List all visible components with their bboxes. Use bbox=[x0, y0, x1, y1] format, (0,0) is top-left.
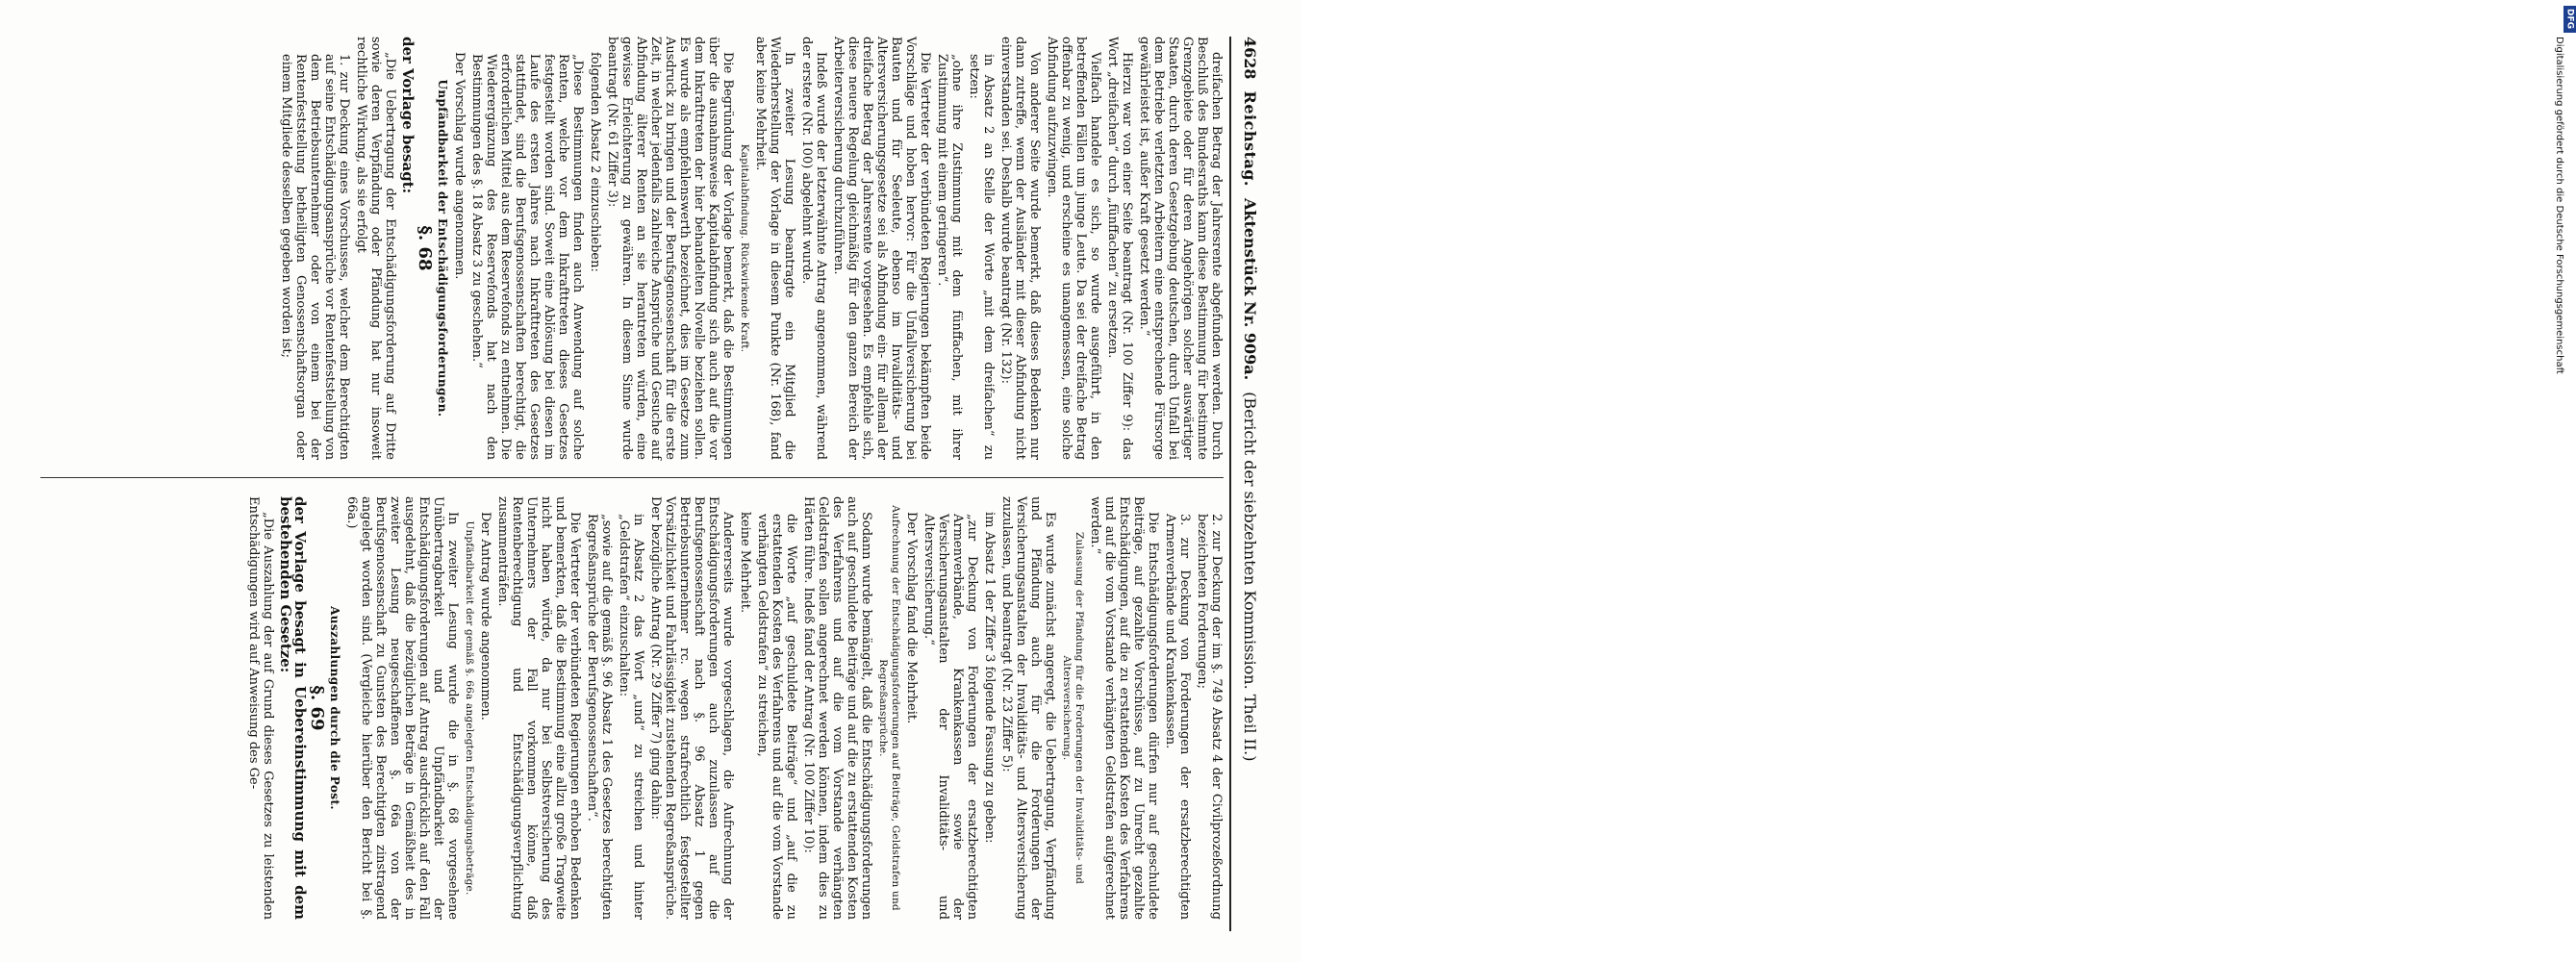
left-quote: „ohne ihre Zustimmung mit dem fünffachen, mit ihrer Zustimmung mit einem geringeren“. bbox=[935, 54, 964, 460]
lead-line-vorlage: der Vorlage besagt: bbox=[399, 37, 417, 194]
page-header bbox=[1233, 37, 1268, 931]
subheading-post: Auszahlungen durch die Post. bbox=[328, 606, 341, 810]
right-paragraph: Die Vertreter der verbündeten Regierungen erhoben Bedenken und bemerkten, daß die Bestimmung eine allzu große Tragweite nicht haben würde, da nur bei Selbstversicherung des Unternehmers der Fall vorkommen könne, daß Rentenberechtigung und Entschädigungsverpflichtung zusammenträfen. bbox=[495, 496, 582, 920]
right-paragraph: keine Mehrheit. bbox=[738, 512, 752, 614]
right-quote: „zur Deckung von Forderungen der ersatzberechtigten Armenverbände, Krankenkassen sowie der Versicherungsanstalten der Invaliditäts- und Altersversicherung.“ bbox=[922, 514, 979, 920]
left-paragraph: dreifachen Betrag der Jahresrente abgefunden werden. Durch Beschluß des Bundesraths kann diese Bestimmung für bestimmte Grenzgebiete oder für deren Angehörigen solcher auswärtiger Staaten, durch deren Gesetzgebung deutschen, durch Unfall bei dem Betriebe verletzten Arbeitern eine entsprechende Fürsorge gewährleistet ist, außer Kraft gesetzt werden.“ bbox=[1137, 37, 1224, 460]
right-paragraph: Die Entschädigungsforderungen dürfen nur auf geschuldete Beiträge, auf gezahlte Vorschüsse, auf zu Unrecht gezahlte Entschädigungen, auf die zu erstattenden Kosten des Verfahrens und auf die vom Vorstande verhängten Geldstrafen aufgerechnet werden.“ bbox=[1088, 496, 1160, 920]
right-paragraph: Andererseits wurde vorgeschlagen, die Aufrechnung der Entschädigungsforderungen auch zuzulassen auf die Berufsgenossenschaft nach §. 96 Absatz 1 gegen Betriebsunternehmer rc. wegen strafrechtlich festgestellter Vorsätzlichkeit und Fahrlässigkeit zustehenden Regreßansprüche. Der bezügliche Antrag (Nr. 29 Ziffer 7) ging dahin: bbox=[648, 496, 735, 920]
column-divider bbox=[40, 477, 1224, 478]
subheading-aufrechnung: Aufrechnung der Entschädigungsforderungen auf Beiträge, Geldstrafen und Regreßansprüche. bbox=[877, 505, 901, 911]
left-quote: 1. zur Deckung eines Vorschusses, welcher dem Berechtigten auf seine Entschädigungsansprüche vor Rentenfeststellung von dem Betriebsunternehmer oder von einem bei der Rentenfeststellung betheiligten Genossenschaftsorgan oder einem Mitgliede desselben gegeben worden ist; bbox=[279, 54, 351, 460]
left-paragraph: „Die Uebertragung der Entschädigungsforderung auf Dritte sowie deren Verpfändung oder Pfändung hat nur insoweit rechtliche Wirkung, als sie erfolgt bbox=[354, 37, 397, 460]
subheading-pfaendung: Zulassung der Pfändung für die Forderungen der Invaliditäts- und Altersversicherung. bbox=[1061, 531, 1085, 885]
left-paragraph: Vielfach handele es sich, so wurde ausgeführt, in den betreffenden Fällen um junge Leute. Da sei der dreifache Betrag offenbar zu wenig, und erscheine es unangemessen, eine solche Abfindung aufzuzwingen. bbox=[1045, 37, 1102, 460]
section-sign-69: §. 69 bbox=[307, 685, 327, 731]
credit-text: Digitalisierung gefördert durch die Deutsche Forschungsgemeinschaft bbox=[2554, 37, 2564, 374]
right-quote: „sowie auf die gemäß §. 96 Absatz 1 des Gesetzes berechtigten Regreßansprüche der Berufsgenossenschaften“. bbox=[585, 514, 614, 920]
left-paragraph: Hierzu war von einer Seite beantragt (Nr. 100 Ziffer 9): das Wort „dreifachen“ durch „fünffachen“ zu ersetzen. bbox=[1105, 37, 1134, 460]
subheading-kapitalabfindung: Kapitalabfindung. Rückwirkende Kraft. bbox=[739, 143, 750, 353]
header-rule bbox=[1229, 37, 1231, 931]
dfg-logo: DFG bbox=[2563, 6, 2576, 33]
rotated-page-content bbox=[17, 37, 1268, 931]
lead-line-vorlage-69: der Vorlage besagt in Uebereinstimmung mit dem bestehenden Gesetze: bbox=[277, 496, 309, 920]
report-title: (Bericht der siebzehnten Kommission. Theil II.) bbox=[1241, 392, 1260, 762]
header-reichstag: Reichstag. bbox=[1241, 90, 1260, 187]
left-paragraph: Indeß wurde der letzterwähnte Antrag angenommen, während der erstere (Nr. 100) abgelehnt wurde. bbox=[799, 37, 828, 460]
left-paragraph: Die Begründung der Vorlage bemerkt, daß die Bestimmungen über die ausnahmsweise Kapitalabfindung sich auch auf die vor dem Inkrafttreten der hier behandelten Novelle beziehen sollen. Es wurde als empfehlenswerth bezeichnet, dies im Gesetze zum Ausdruck zu bringen und der Berufsgenossenschaft für die erste Zeit, in welcher jedenfalls zahlreiche Ansprüche und Gesuche auf Abfindung älterer Renten an sie herantreten würden, eine gewisse Erleichterung zu gewähren. In diesem Sinne wurde beantragt (Nr. 61 Ziffer 3): bbox=[605, 37, 735, 460]
digitization-credit bbox=[1275, 0, 2575, 962]
right-quote: 2. zur Deckung der im §. 749 Absatz 4 der Civilprozeßordnung bezeichneten Forderungen; bbox=[1195, 514, 1224, 920]
subheading-unpfaendbarkeit: Unpfändbarkeit der Entschädigungsforderungen. bbox=[436, 79, 449, 418]
right-paragraph: „Die Auszahlung der auf Grund dieses Gesetzes zu leistenden Entschädigungen wird auf Anweisung des Ge- bbox=[246, 496, 275, 920]
right-paragraph: Der Vorschlag fand die Mehrheit. bbox=[904, 512, 919, 724]
right-column bbox=[31, 496, 1224, 920]
document-number: Aktenstück Nr. 909a. bbox=[1241, 197, 1260, 381]
section-sign-68: §. 68 bbox=[415, 225, 435, 271]
left-paragraph: In zweiter Lesung beantragte ein Mitglied die Wiederherstellung der Vorlage in diesem Punkte (Nr. 168), fand aber keine Mehrheit. bbox=[753, 37, 796, 460]
left-paragraph: Die Vertreter der verbündeten Regierungen bekämpften beide Vorschläge und hoben hervor: Für die Unfallversicherung bei Bauten und für Seeleute, ebenso im Invaliditäts- und Altersversicherungsgesetze sei als Abfindung ein- für allemal der dreifache Betrag der Jahresrente vorgesehen. Es empfehle sich, diese neuere Regelung gleichmäßig für den ganzen Bereich der Arbeiterversicherung durchzuführen. bbox=[831, 37, 932, 460]
right-paragraph: im Absatz 1 der Ziffer 3 folgende Fassung zu geben: bbox=[982, 512, 997, 844]
right-paragraph: Der Antrag wurde angenommen. bbox=[478, 512, 492, 721]
right-quote: 3. zur Deckung von Forderungen der ersatzberechtigten Armenverbände und Krankenkassen. bbox=[1163, 514, 1192, 920]
right-paragraph: Es wurde zunächst angeregt, die Uebertragung, Verpfändung und Pfändung auch für die Forderungen der Versicherungsanstalten der Invaliditäts- und Altersversicherung zuzulassen, und beantragt (Nr. 23 Ziffer 5): bbox=[999, 496, 1057, 920]
left-paragraph: Von anderer Seite wurde bemerkt, daß dieses Bedenken nur dann zutreffe, wenn der Ausländer mit dieser Abfindung nicht einverstanden sei. Deshalb wurde beantragt (Nr. 132): bbox=[998, 37, 1042, 460]
page-number: 4628 bbox=[1241, 37, 1260, 80]
left-quote: in Absatz 2 an Stelle der Worte „mit dem dreifachen“ zu setzen: bbox=[967, 54, 996, 460]
right-quote: die Worte „auf geschuldete Beiträge“ und „auf die zu erstattenden Kosten des Verfahrens und auf die vom Vorstande verhängten Geldstrafen“ zu streichen, bbox=[755, 514, 798, 920]
left-column bbox=[31, 37, 1224, 460]
right-paragraph: In zweiter Lesung wurde die in §. 68 vorgesehene Unübertragbarkeit und Unpfändbarkeit der Entschädigungsforderungen auf Antrag ausdrücklich auf den Fall ausgedehnt, daß die bezüglichen Beträge in Gemäßheit des in zweiter Lesung neugeschaffenen §. 66a von der Berufsgenossenschaft zu Gunsten des Berechtigten zinstragend angelegt worden sind. (Vergleiche hierüber den Bericht bei §. 66a.) bbox=[344, 496, 460, 920]
right-paragraph: Sodann wurde bemängelt, daß die Entschädigungsforderungen auch auf geschuldete Beiträge und auf die zu erstattenden Kosten des Verfahrens und auf die vom Vorstande verhängten Geldstrafen sollen angerechnet werden können, indem dies zu Härten führe. Indeß fand der Antrag (Nr. 100 Ziffer 10): bbox=[801, 496, 873, 920]
left-paragraph: folgenden Absatz 2 einzuschieben: bbox=[588, 52, 602, 272]
left-paragraph: Der Vorschlag wurde angenommen. bbox=[452, 52, 467, 280]
subheading-66a: Unpfändbarkeit der gemäß §. 66a angelegten Entschädigungsbeträge. bbox=[464, 520, 475, 896]
left-quote: „Diese Bestimmungen finden auch Anwendung auf solche Renten, welche vor dem Inkrafttreten dieses Gesetzes festgestellt worden sind. Soweit eine Ablösung bei diesen im Laufe des ersten Jahres nach Inkrafttreten des Gesetzes stattfindet, sind die Berufsgenossenschaften berechtigt, die erforderlichen Mittel aus dem Reservefonds zu entnehmen. Die Wiederergänzung des Reservefonds hat nach den Bestimmungen des §. 18 Absatz 3 zu geschehen.“ bbox=[469, 54, 585, 460]
right-quote: in Absatz 2 das Wort „und“ zu streichen und hinter „Geldstrafen“ einzuschalten: bbox=[617, 514, 645, 920]
